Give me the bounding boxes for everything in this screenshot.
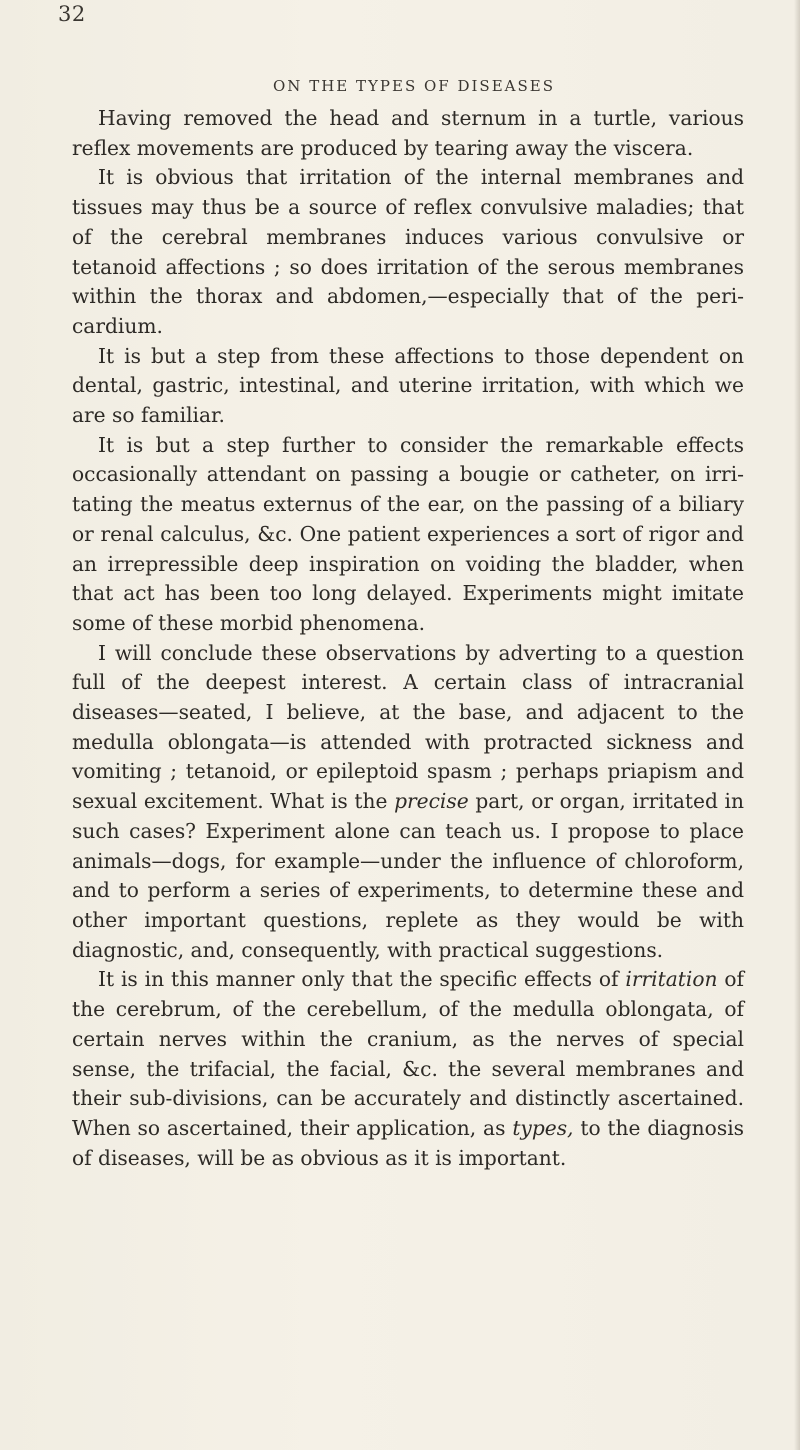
- italic-emphasis: irritation: [625, 967, 718, 992]
- paragraph-turtle: [72, 104, 744, 163]
- paragraph-step-further: [72, 431, 744, 639]
- paragraph-text: I will conclude these observations by adverting to a question full of the deepest interest. A certain class of intracranial diseases—seated, I believe, at the base, and adjacent to the medulla oblongata—is attended with protracted sickness and vomiting ; tetanoid, or epileptoid spasm ; perhaps priapism and sexual excitement. What is the: [72, 640, 744, 814]
- body-text: [72, 104, 744, 1173]
- page-number: 32: [58, 2, 86, 26]
- page-edge-shadow: [794, 0, 800, 1450]
- paragraph-text: It is obvious that irritation of the internal membranes and tissues may thus be a source of reflex convulsive maladies; that of the cerebral membranes induces various convulsive or tetanoid affections ; so does irritation of the serous membranes within the thorax and abdomen,—especially that of the pericardium.: [72, 165, 744, 338]
- paragraph-step: [72, 342, 744, 431]
- paragraph-text: It is but a step from these affections to those dependent on dental, gastric, intestinal, and uterine irritation, with which we are so familiar.: [72, 343, 744, 428]
- paragraph-text: part, or organ, irritated in such cases? Experiment alone can teach us. I propose to place animals—dogs, for example—under the influence of chloroform, and to perform a series of experiments, to determine these and other important questions, replete as they would be with diagnostic, and, consequently, with practical suggestions.: [72, 789, 744, 962]
- running-head-text: ON THE TYPES OF DISEASES: [273, 77, 555, 95]
- paragraph-irritation: [72, 163, 744, 341]
- italic-emphasis: types,: [512, 1115, 574, 1140]
- paragraph-text: to the diagnosis of diseases, will be as obvious as it is important.: [72, 1115, 745, 1170]
- paragraph-text: It is but a step further to consider the remarkable effects occasionally attendant on passing a bougie or catheter, on irritating the meatus externus of the ear, on the passing of a biliary or renal calculus, &c. One patient experiences a sort of rigor and an irrepressible deep inspiration on voiding the bladder, when that act has been too long delayed. Experiments might imitate some of these morbid phenomena.: [72, 432, 744, 635]
- paragraph-manner: [72, 965, 744, 1173]
- paragraph-text: It is in this manner only that the specific effects of: [98, 967, 626, 992]
- paragraph-text: of the cerebrum, of the cerebellum, of the medulla oblongata, of certain nerves within the cranium, as the nerves of special sense, the trifacial, the facial, &c. the several membranes and their sub-divisions, can be accurately and distinctly ascertained. When so ascertained, their application, as: [72, 967, 744, 1140]
- running-head: [0, 76, 800, 96]
- italic-emphasis: precise: [394, 789, 469, 814]
- paragraph-conclude: [72, 639, 744, 966]
- paragraph-text: Having removed the head and sternum in a turtle, various reflex movements are produced by tearing away the viscera.: [72, 106, 744, 160]
